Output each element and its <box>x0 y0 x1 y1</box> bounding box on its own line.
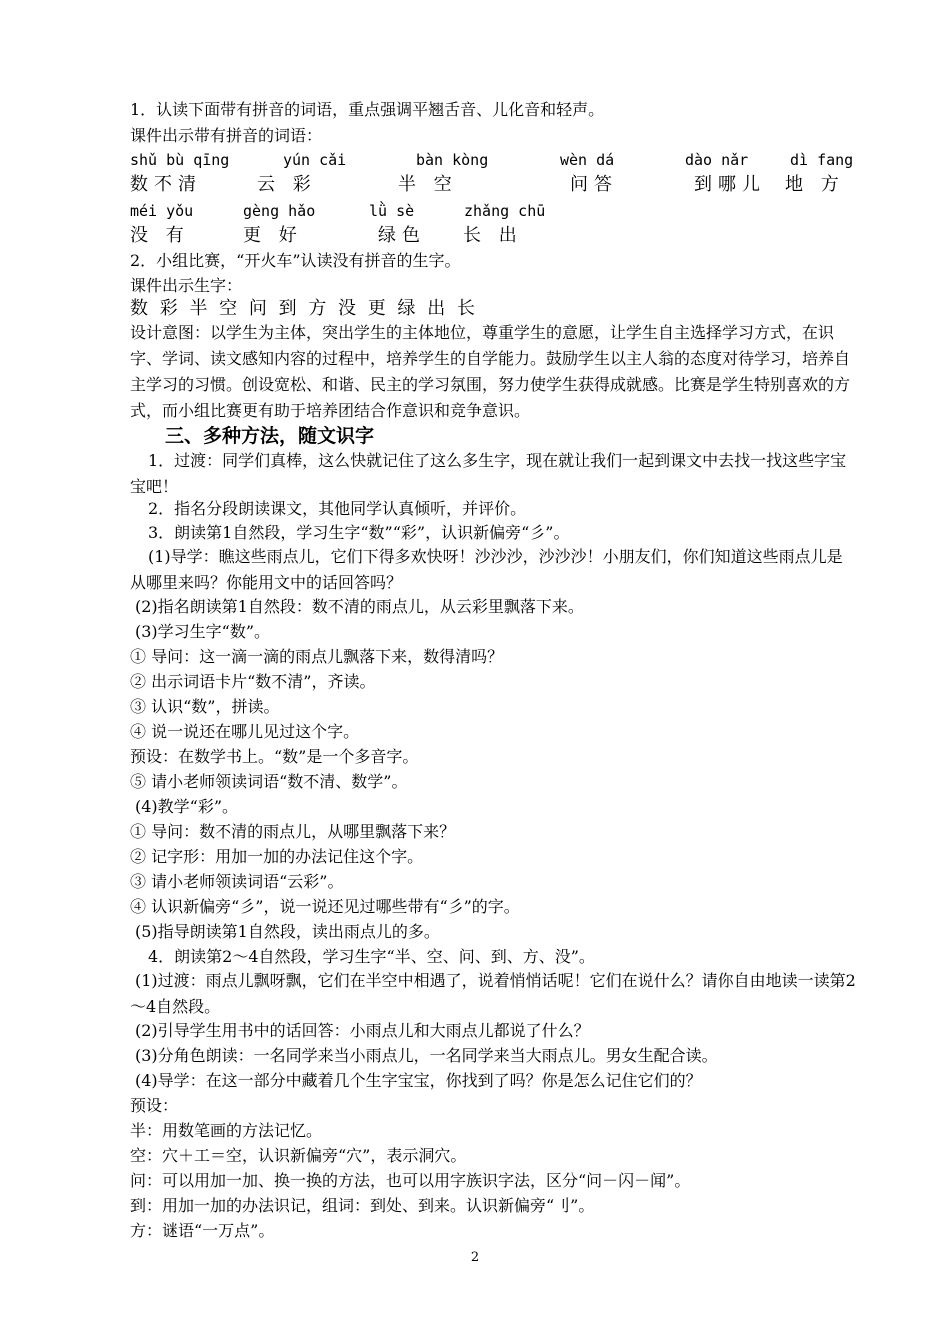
hanzi-word: 绿色 <box>378 225 426 246</box>
list-item: 问：可以用加一加、换一换的方法，也可以用字族识字法，区分“问－闪－闻”。 <box>130 1171 691 1190</box>
hanzi-word: 更 好 <box>243 225 303 246</box>
text-line: 课件出示带有拼音的词语： <box>130 126 323 145</box>
list-item: (4)教学“彩”。 <box>135 797 239 816</box>
list-item: 方：谜语“一万点”。 <box>130 1221 275 1240</box>
hanzi-word: 数不清 <box>130 174 202 195</box>
list-item: ② 出示词语卡片“数不清”，齐读。 <box>130 672 376 691</box>
list-item: (5)指导朗读第1自然段，读出雨点儿的多。 <box>135 922 440 941</box>
list-item: ① 导问：这一滴一滴的雨点儿飘落下来，数得清吗？ <box>130 647 504 666</box>
list-item: ③ 请小老师领读词语“云彩”。 <box>130 872 344 891</box>
list-item: 预设：在数学书上。“数”是一个多音字。 <box>130 747 419 766</box>
list-item: ④ 说一说还在哪儿见过这个字。 <box>130 722 360 741</box>
pinyin-text: dào nǎr <box>685 151 749 169</box>
text-line: 2．小组比赛，“开火车”认读没有拼音的生字。 <box>130 251 461 270</box>
text-line: 课件出示生字： <box>130 276 243 295</box>
list-item: (2)指名朗读第1自然段：数不清的雨点儿，从云彩里飘落下来。 <box>135 597 584 616</box>
text-line: 3．朗读第1自然段，学习生字“数”“彩”，认识新偏旁“彡”。 <box>148 523 570 542</box>
list-item: 预设： <box>130 1096 179 1115</box>
hanzi-word: 问答 <box>570 174 618 195</box>
pinyin-text: méi yǒu <box>130 202 194 220</box>
hanzi-word: 没 有 <box>130 225 190 246</box>
pinyin-text: dì fang <box>790 151 854 169</box>
list-item: (3)学习生字“数”。 <box>135 622 271 641</box>
section-heading: 三、多种方法，随文识字 <box>165 425 375 447</box>
pinyin-text: yún cǎi <box>283 151 347 169</box>
pinyin-text: wèn dá <box>560 151 615 169</box>
list-item: ② 记字形：用加一加的办法记住这个字。 <box>130 847 424 866</box>
list-item: (4)导学：在这一部分中藏着几个生字宝宝，你找到了吗？你是怎么记住它们的？ <box>135 1071 702 1090</box>
paragraph: 1．过渡：同学们真棒，这么快就记住了这么多生字，现在就让我们一起到课文中去找一找这些字宝宝吧！ <box>130 451 847 496</box>
hanzi-word: 地 方 <box>785 174 845 195</box>
pinyin-text: lǜ sè <box>369 202 415 220</box>
page-number: 2 <box>470 1250 480 1265</box>
list-item: ① 导问：数不清的雨点儿，从哪里飘落下来？ <box>130 822 456 841</box>
hanzi-word: 长 出 <box>463 225 523 246</box>
list-item: 半：用数笔画的方法记忆。 <box>130 1121 323 1140</box>
list-item: ④ 认识新偏旁“彡”，说一说还见过哪些带有“彡”的字。 <box>130 897 520 916</box>
list-item: ③ 认识“数”，拼读。 <box>130 697 280 716</box>
hanzi-word: 半 空 <box>398 174 458 195</box>
list-item: 空：穴＋工＝空，认识新偏旁“穴”，表示洞穴。 <box>130 1146 467 1165</box>
pinyin-text: shǔ bù qīng <box>130 151 230 169</box>
design-intent-paragraph: 设计意图：以学生为主体，突出学生的主体地位，尊重学生的意愿，让学生自主选择学习方式，在识字、学词、读文感知内容的过程中，培养学生的自学能力。鼓励学生以主人翁的态度对待学习，培养自主学习的习惯。创设宽松、和谐、民主的学习氛围，努力使学生获得成就感。比赛是学生特别喜欢的方式，而小组比赛更有助于培养团结合作意识和竞争意识。 <box>130 323 851 420</box>
text-line: 2．指名分段朗读课文，其他同学认真倾听，并评价。 <box>148 499 527 518</box>
hanzi-word: 云 彩 <box>257 174 317 195</box>
list-item: (2)引导学生用书中的话回答：小雨点儿和大雨点儿都说了什么？ <box>135 1021 590 1040</box>
paragraph: (1)导学：瞧这些雨点儿，它们下得多欢快呀！沙沙沙，沙沙沙！小朋友们，你们知道这些雨点儿是从哪里来吗？你能用文中的话回答吗？ <box>130 547 843 592</box>
list-item: (3)分角色朗读：一名同学来当小雨点儿，一名同学来当大雨点儿。男女生配合读。 <box>135 1046 718 1065</box>
pinyin-text: zhǎng chū <box>464 202 546 220</box>
list-item: 4．朗读第2～4自然段，学习生字“半、空、问、到、方、没”。 <box>148 947 595 966</box>
list-item: ⑤ 请小老师领读词语“数不清、数学”。 <box>130 772 408 791</box>
pinyin-text: gèng hǎo <box>243 202 316 220</box>
new-characters: 数 彩 半 空 问 到 方 没 更 绿 出 长 <box>130 298 475 319</box>
pinyin-text: bàn kòng <box>416 151 489 169</box>
paragraph: (1)过渡：雨点儿飘呀飘，它们在半空中相遇了，说着悄悄话呢！它们在说什么？请你自由地读一读第2～4自然段。 <box>130 971 856 1016</box>
text-line: 1．认读下面带有拼音的词语，重点强调平翘舌音、儿化音和轻声。 <box>130 100 605 119</box>
list-item: 到：用加一加的办法识记，组词：到处、到来。认识新偏旁“刂”。 <box>130 1196 595 1215</box>
hanzi-word: 到哪儿 <box>694 174 766 195</box>
